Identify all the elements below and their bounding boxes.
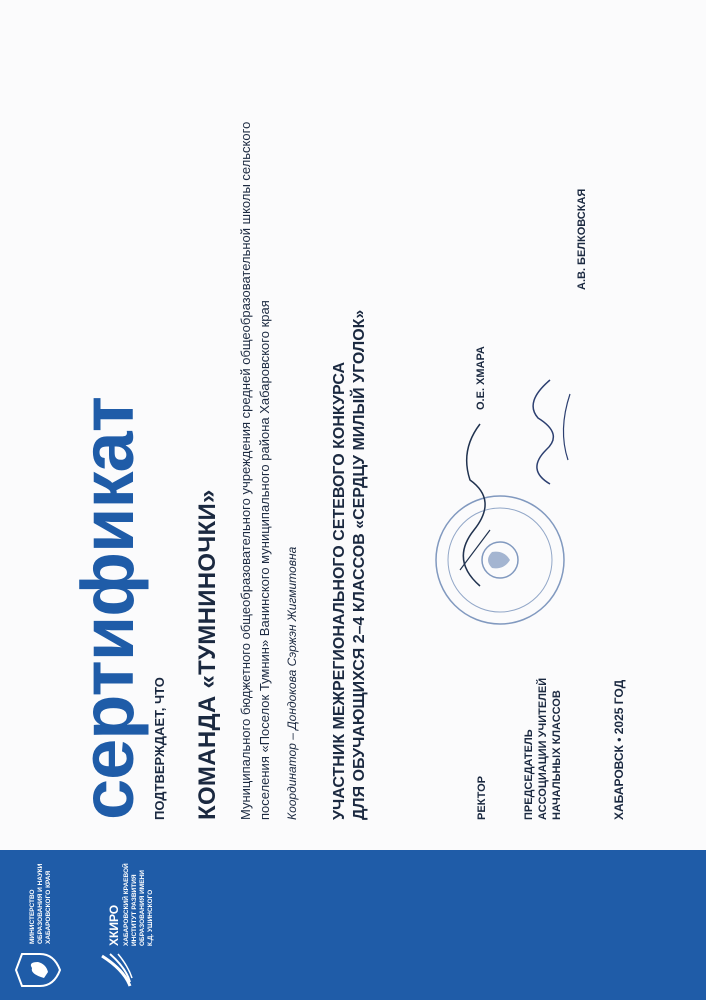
- chair-label-line-2: АССОЦИАЦИИ УЧИТЕЛЕЙ: [537, 677, 549, 820]
- rector-label: РЕКТОР: [476, 776, 488, 820]
- institute-swoosh-icon: [96, 950, 136, 990]
- chair-signature-icon: [520, 370, 580, 490]
- institute-logo-text: ХАБАРОВСКИЙ КРАЕВОЙ ИНСТИТУТ РАЗВИТИЯ ОБРАЗОВАНИЯ ИМЕНИ К.Д. УШИНСКОГО: [123, 863, 154, 946]
- chair-name: А.В. БЕЛКОВСКАЯ: [576, 188, 588, 290]
- participant-line-1: УЧАСТНИК МЕЖРЕГИОНАЛЬНОГО СЕТЕВОГО КОНКУРСА: [331, 361, 348, 820]
- chair-label-line-1: ПРЕДСЕДАТЕЛЬ: [523, 729, 535, 820]
- footer-city-year: ХАБАРОВСК • 2025 ГОД: [612, 679, 626, 820]
- participant-line-2: ДЛЯ ОБУЧАЮЩИХСЯ 2–4 КЛАССОВ «СЕРДЦУ МИЛЫЙ УГОЛОК»: [351, 309, 368, 820]
- chair-label: [522, 678, 564, 820]
- chair-label-line-3: НАЧАЛЬНЫХ КЛАССОВ: [551, 690, 563, 820]
- institution-text: Муниципального бюджетного общеобразовательного учреждения средней общеобразовательной школы сельского поселения «Поселок Тумнин» Ванинского муниципального района Хабаровского края: [238, 121, 272, 820]
- institute-logo-mark: ХКИРО: [107, 904, 121, 946]
- rector-name: О.Е. ХМАРА: [475, 346, 487, 410]
- rector-signature-icon: [440, 420, 500, 590]
- ministry-logo: [14, 860, 53, 990]
- brand-band: [0, 850, 706, 1000]
- coordinator-line: Координатор – Дондокова Сэржэн Жигмитовна: [285, 546, 299, 820]
- confirms-line: ПОДТВЕРЖДАЕТ, ЧТО: [152, 677, 167, 820]
- participant-text: [330, 60, 370, 820]
- team-name: КОМАНДА «ТУМНИНОЧКИ»: [194, 489, 221, 820]
- institute-logo: [96, 860, 155, 990]
- ministry-emblem-icon: [14, 950, 62, 990]
- certificate-title: сертификат: [66, 397, 149, 820]
- ministry-logo-text: МИНИСТЕРСТВО ОБРАЗОВАНИЯ И НАУКИ ХАБАРОВСКОГО КРАЯ: [29, 863, 52, 944]
